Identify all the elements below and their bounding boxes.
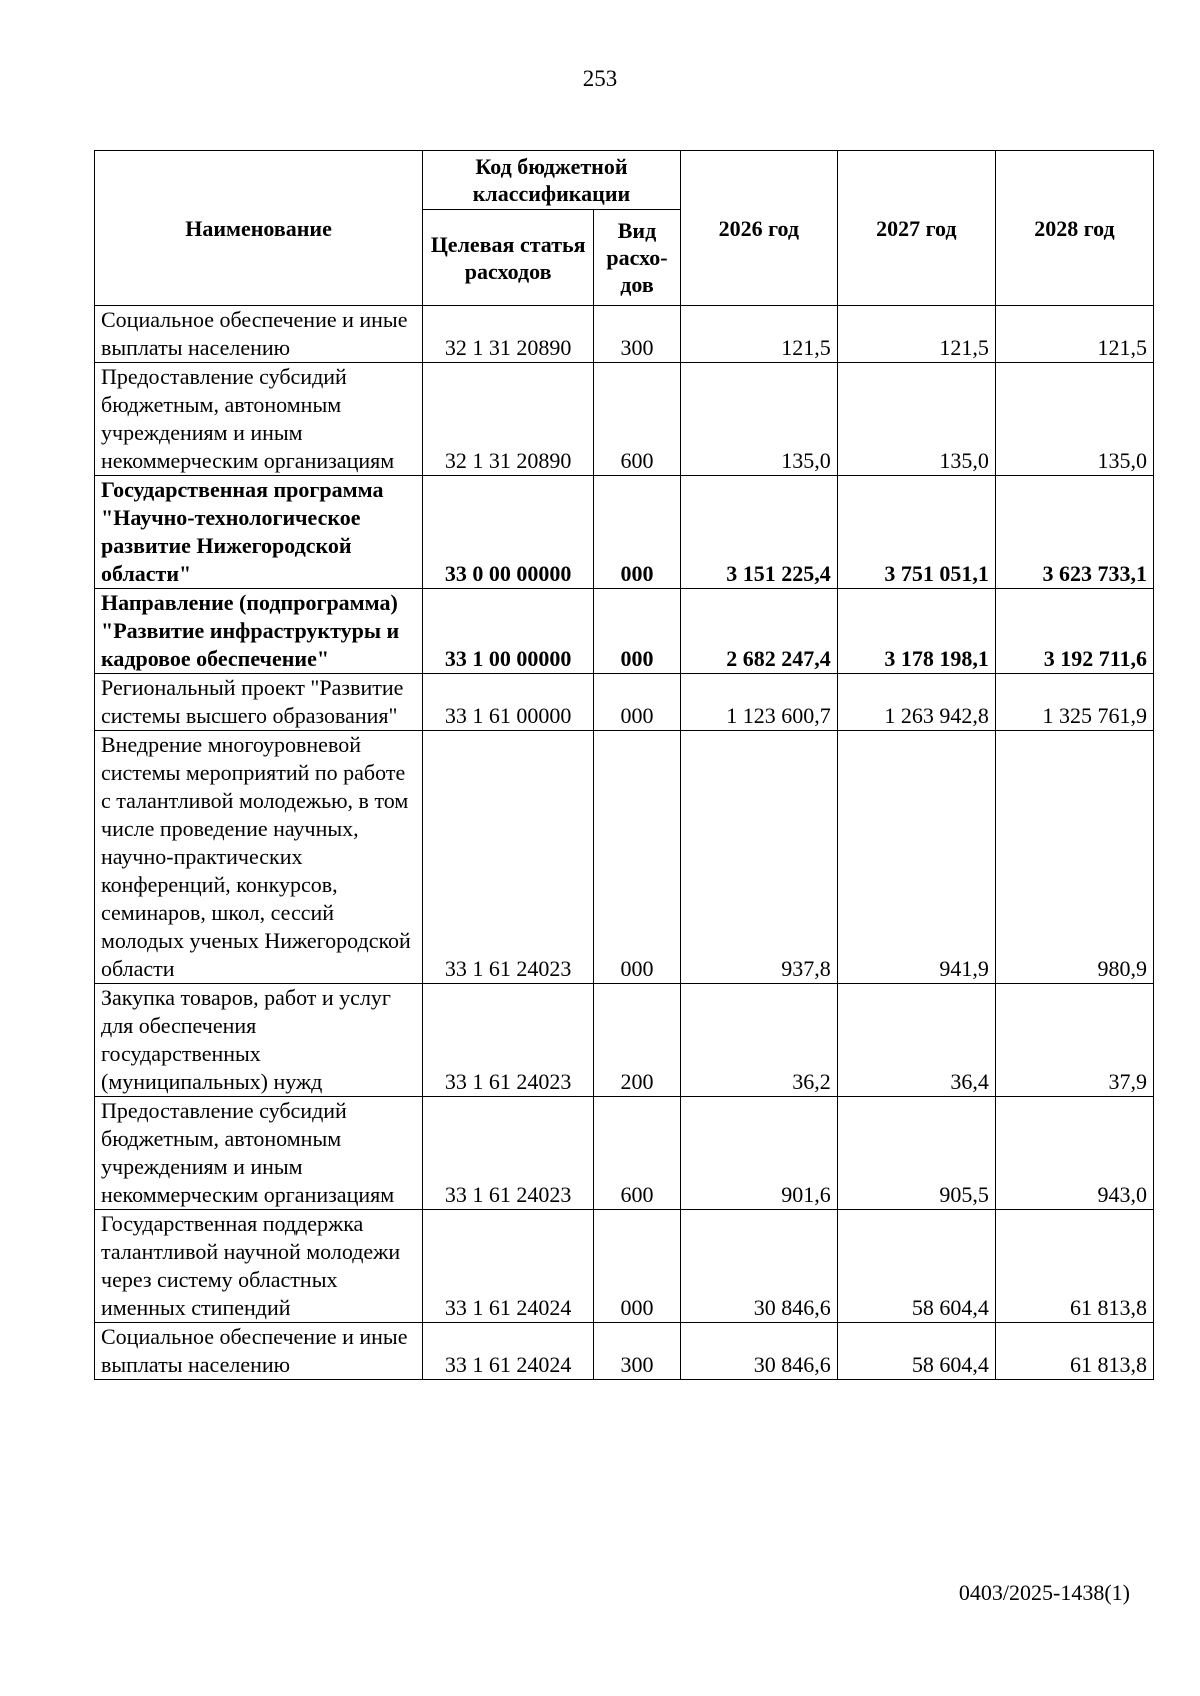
row-code: 33 1 61 00000 bbox=[423, 674, 594, 731]
row-2027: 135,0 bbox=[837, 363, 995, 476]
row-2028: 3 192 711,6 bbox=[995, 589, 1153, 674]
row-name: Государственная поддержка талантливой научной молодежи через систему областных именных стипендий bbox=[95, 1210, 423, 1323]
row-2026: 36,2 bbox=[680, 984, 837, 1097]
table-row bbox=[95, 1323, 1154, 1380]
row-2026: 901,6 bbox=[680, 1097, 837, 1210]
row-2028: 61 813,8 bbox=[995, 1210, 1153, 1323]
row-name: Социальное обеспечение и иные выплаты населению bbox=[95, 306, 423, 363]
row-name: Предоставление субсидий бюджетным, автономным учреждениям и иным некоммерческим организациям bbox=[95, 363, 423, 476]
row-kind: 000 bbox=[594, 674, 681, 731]
row-kind: 000 bbox=[594, 476, 681, 589]
document-code: 0403/2025-1438(1) bbox=[958, 1580, 1130, 1605]
row-code: 33 1 00 00000 bbox=[423, 589, 594, 674]
table-row bbox=[95, 1097, 1154, 1210]
row-code: 33 1 61 24024 bbox=[423, 1210, 594, 1323]
row-2026: 937,8 bbox=[680, 731, 837, 984]
row-code: 33 1 61 24023 bbox=[423, 1097, 594, 1210]
table-row bbox=[95, 476, 1154, 589]
row-code: 33 1 61 24024 bbox=[423, 1323, 594, 1380]
page-number: 253 bbox=[582, 66, 618, 91]
row-2027: 3 178 198,1 bbox=[837, 589, 995, 674]
row-code: 32 1 31 20890 bbox=[423, 306, 594, 363]
row-2027: 3 751 051,1 bbox=[837, 476, 995, 589]
row-2026: 3 151 225,4 bbox=[680, 476, 837, 589]
row-2027: 121,5 bbox=[837, 306, 995, 363]
budget-table bbox=[94, 150, 1154, 1380]
row-2027: 1 263 942,8 bbox=[837, 674, 995, 731]
header-target-article: Целевая статья расходов bbox=[423, 210, 594, 306]
header-row-top bbox=[95, 151, 1154, 210]
row-code: 33 0 00 00000 bbox=[423, 476, 594, 589]
row-name: Направление (подпрограмма) "Развитие инфраструктуры и кадровое обеспечение" bbox=[95, 589, 423, 674]
table-row bbox=[95, 984, 1154, 1097]
header-year-2027: 2027 год bbox=[837, 151, 995, 306]
row-kind: 600 bbox=[594, 1097, 681, 1210]
row-2027: 58 604,4 bbox=[837, 1323, 995, 1380]
row-kind: 200 bbox=[594, 984, 681, 1097]
header-name: Наименование bbox=[95, 151, 423, 306]
row-2026: 2 682 247,4 bbox=[680, 589, 837, 674]
row-2026: 121,5 bbox=[680, 306, 837, 363]
row-name: Региональный проект "Развитие системы высшего образования" bbox=[95, 674, 423, 731]
row-kind: 300 bbox=[594, 306, 681, 363]
header-year-2026: 2026 год bbox=[680, 151, 837, 306]
row-2027: 36,4 bbox=[837, 984, 995, 1097]
row-name: Предоставление субсидий бюджетным, автономным учреждениям и иным некоммерческим организациям bbox=[95, 1097, 423, 1210]
row-2026: 1 123 600,7 bbox=[680, 674, 837, 731]
row-2028: 135,0 bbox=[995, 363, 1153, 476]
row-2028: 61 813,8 bbox=[995, 1323, 1153, 1380]
header-expense-type: Вид расхо-дов bbox=[594, 210, 681, 306]
table-row bbox=[95, 731, 1154, 984]
row-2026: 30 846,6 bbox=[680, 1323, 837, 1380]
row-name: Социальное обеспечение и иные выплаты населению bbox=[95, 1323, 423, 1380]
row-code: 33 1 61 24023 bbox=[423, 731, 594, 984]
row-2028: 37,9 bbox=[995, 984, 1153, 1097]
table-row bbox=[95, 674, 1154, 731]
row-code: 33 1 61 24023 bbox=[423, 984, 594, 1097]
row-2027: 941,9 bbox=[837, 731, 995, 984]
row-2027: 58 604,4 bbox=[837, 1210, 995, 1323]
row-kind: 600 bbox=[594, 363, 681, 476]
row-2027: 905,5 bbox=[837, 1097, 995, 1210]
row-2026: 135,0 bbox=[680, 363, 837, 476]
row-2028: 980,9 bbox=[995, 731, 1153, 984]
row-2028: 121,5 bbox=[995, 306, 1153, 363]
table-row bbox=[95, 363, 1154, 476]
row-kind: 300 bbox=[594, 1323, 681, 1380]
row-code: 32 1 31 20890 bbox=[423, 363, 594, 476]
row-name: Внедрение многоуровневой системы мероприятий по работе с талантливой молодежью, в том числе проведение научных, научно-практических конференций, конкурсов, семинаров, школ, сессий молодых ученых Нижегородской области bbox=[95, 731, 423, 984]
header-year-2028: 2028 год bbox=[995, 151, 1153, 306]
row-2028: 943,0 bbox=[995, 1097, 1153, 1210]
row-name: Закупка товаров, работ и услуг для обеспечения государственных (муниципальных) нужд bbox=[95, 984, 423, 1097]
table-row bbox=[95, 306, 1154, 363]
row-2028: 1 325 761,9 bbox=[995, 674, 1153, 731]
row-name: Государственная программа "Научно-технологическое развитие Нижегородской области" bbox=[95, 476, 423, 589]
table-row bbox=[95, 1210, 1154, 1323]
row-kind: 000 bbox=[594, 731, 681, 984]
header-code-group: Код бюджетной классификации bbox=[423, 151, 681, 210]
row-2026: 30 846,6 bbox=[680, 1210, 837, 1323]
row-kind: 000 bbox=[594, 1210, 681, 1323]
row-kind: 000 bbox=[594, 589, 681, 674]
table-row bbox=[95, 589, 1154, 674]
row-2028: 3 623 733,1 bbox=[995, 476, 1153, 589]
